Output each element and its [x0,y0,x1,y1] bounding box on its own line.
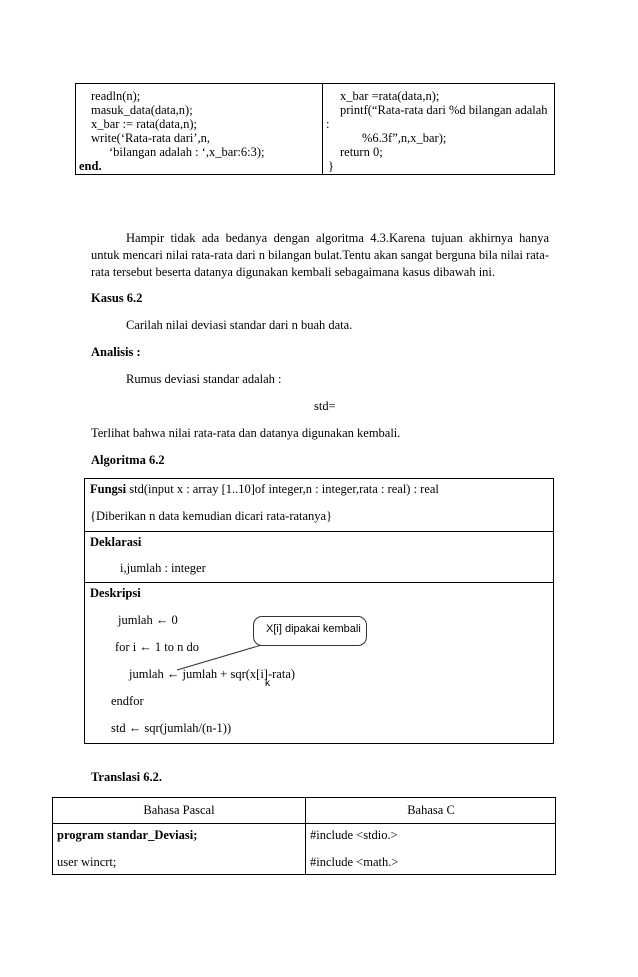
algorithm-box [84,478,554,744]
translation-table [52,797,556,875]
translasi-heading: Translasi 6.2. [91,770,162,784]
code-line: write(‘Rata-rata dari’,n, [91,131,211,145]
std-formula: std= [314,399,336,413]
fungsi-signature [90,482,439,496]
code-line: return 0; [340,145,383,159]
code-line: readln(n); [91,89,141,103]
deklarasi-heading: Deklarasi [90,535,142,549]
code-line: ‘bilangan adalah : ‘,x_bar:6:3); [109,145,265,159]
code-line: printf(“Rata-rata dari %d bilangan adalah [340,103,548,117]
algorithm-line: endfor [111,694,144,708]
c-row: #include <math.> [310,855,399,869]
algorithm-line: for i ← 1 to n do [115,640,200,654]
analisis-heading: Analisis : [91,345,141,359]
header-c: Bahasa C [407,803,455,817]
deklarasi-line: i,jumlah : integer [120,561,206,575]
pascal-row: user wincrt; [57,855,117,869]
kasus-text: Carilah nilai deviasi standar dari n buah data. [126,318,353,332]
code-line: masuk_data(data,n); [91,103,193,117]
section-divider [85,582,553,583]
code-table [75,83,555,175]
code-line: x_bar =rata(data,n); [340,89,440,103]
section-divider [85,531,553,532]
algorithm-comment: {Diberikan n data kemudian dicari rata-ratanya} [90,509,333,523]
table-header-divider [53,823,555,824]
deskripsi-heading: Deskripsi [90,586,141,600]
code-line: %6.3f”,n,x_bar); [362,131,447,145]
intro-paragraph: Hampir tidak ada bedanya dengan algoritma 4.3.Karena tujuan akhirnya hanya untuk mencari nilai rata-rata dari n bilangan bulat.Tentu akan sangat berguna bila nilai rata-rata tersebut beserta datanya digunakan kembali sebagaimana kasus dibawah ini. [91,231,549,279]
analisis-note: Terlihat bahwa nilai rata-rata dan datanya digunakan kembali. [91,426,401,440]
code-table-divider [322,84,323,174]
pascal-row: program standar_Deviasi; [57,828,198,842]
algorithm-line: std ← sqr(jumlah/(n-1)) [111,721,232,735]
algoritma-heading: Algoritma 6.2 [91,453,165,467]
header-pascal: Bahasa Pascal [143,803,215,817]
code-line: } [328,159,334,173]
kasus-heading: Kasus 6.2 [91,291,143,305]
fungsi-signature-text: std(input x : array [1..10]of integer,n : integer,rata : real) : real [126,482,439,496]
algorithm-line: jumlah ← jumlah + sqr(x[i]-rata) [129,667,296,681]
algorithm-line: jumlah ← 0 [118,613,178,627]
fungsi-keyword: Fungsi [90,482,127,496]
code-line: x_bar := rata(data,n); [91,117,197,131]
callout-pointer [170,640,290,680]
c-row: #include <stdio.> [310,828,398,842]
k-label: k [265,678,270,689]
code-line-end: end. [79,159,102,173]
analisis-text: Rumus deviasi standar adalah : [126,372,282,386]
code-line: : [326,117,330,131]
callout-box: X[i] dipakai kembali [253,616,367,646]
